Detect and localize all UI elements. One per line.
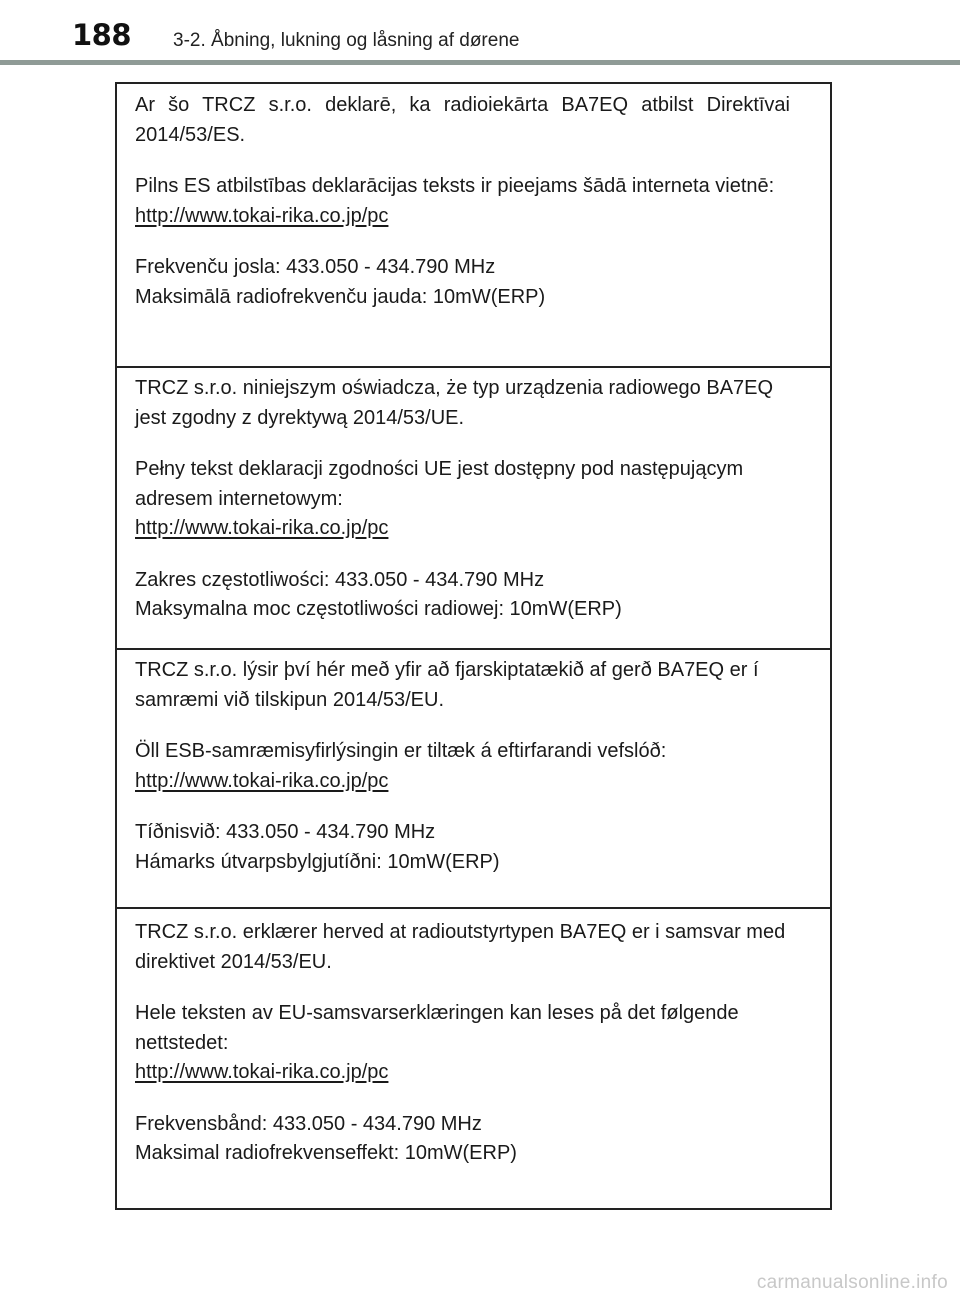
declaration-table bbox=[115, 82, 832, 1210]
declaration-fulltext-intro: Pilns ES atbilstības deklarācijas teksts ir pieejams šādā interneta vietnē: bbox=[135, 175, 775, 197]
declaration-url-link[interactable]: http://www.tokai-rika.co.jp/pc bbox=[135, 517, 389, 539]
declaration-power: Maksimālā radiofrekvenču jauda: 10mW(ERP) bbox=[135, 285, 546, 308]
section-title: 3-2. Åbning, lukning og låsning af dørene bbox=[173, 30, 520, 51]
declaration-statement: TRCZ s.r.o. erklærer herved at radioutstyrtypen BA7EQ er i samsvar med direktivet 2014/53/EU. bbox=[135, 921, 786, 973]
declaration-power: Hámarks útvarpsbylgjutíðni: 10mW(ERP) bbox=[135, 850, 500, 873]
declaration-statement: Ar šo TRCZ s.r.o. deklarē, ka radioiekārta BA7EQ atbilst Direktīvai 2014/53/ES. bbox=[135, 94, 790, 146]
declaration-statement: TRCZ s.r.o. niniejszym oświadcza, że typ urządzenia radiowego BA7EQ jest zgodny z dyrektywą 2014/53/UE. bbox=[135, 377, 774, 429]
declaration-url-link[interactable]: http://www.tokai-rika.co.jp/pc bbox=[135, 204, 389, 227]
declaration-statement: TRCZ s.r.o. lýsir því hér með yfir að fjarskiptatækið af gerð BA7EQ er í samræmi við tilskipun 2014/53/EU. bbox=[135, 659, 759, 711]
declaration-fulltext-intro: Öll ESB-samræmisyfirlýsingin er tiltæk á eftirfarandi vefslóð: bbox=[135, 740, 667, 762]
header-divider bbox=[0, 60, 960, 65]
declaration-power: Maksimal radiofrekvenseffekt: 10mW(ERP) bbox=[135, 1142, 517, 1164]
declaration-icelandic bbox=[117, 650, 830, 909]
declaration-frequency: Frekvenču josla: 433.050 - 434.790 MHz bbox=[135, 256, 496, 278]
declaration-fulltext-intro: Hele teksten av EU-samsvarserklæringen kan leses på det følgende nettstedet: bbox=[135, 1002, 739, 1054]
page-number: 188 bbox=[72, 18, 132, 52]
declaration-frequency: Zakres częstotliwości: 433.050 - 434.790 MHz bbox=[135, 568, 545, 591]
declaration-polish bbox=[117, 368, 830, 650]
watermark-text: carmanualsonline.info bbox=[756, 1272, 948, 1293]
declaration-norwegian bbox=[117, 909, 830, 1208]
declaration-url-link[interactable]: http://www.tokai-rika.co.jp/pc bbox=[135, 769, 389, 792]
declaration-frequency: Frekvensbånd: 433.050 - 434.790 MHz bbox=[135, 1112, 482, 1135]
declaration-fulltext-intro: Pełny tekst deklaracji zgodności UE jest dostępny pod następującym adresem internetowym: bbox=[135, 458, 744, 510]
declaration-frequency: Tíðnisvið: 433.050 - 434.790 MHz bbox=[135, 821, 436, 843]
declaration-power: Maksymalna moc częstotliwości radiowej: 10mW(ERP) bbox=[135, 598, 622, 620]
declaration-url-link[interactable]: http://www.tokai-rika.co.jp/pc bbox=[135, 1061, 389, 1083]
declaration-latvian bbox=[117, 84, 830, 368]
